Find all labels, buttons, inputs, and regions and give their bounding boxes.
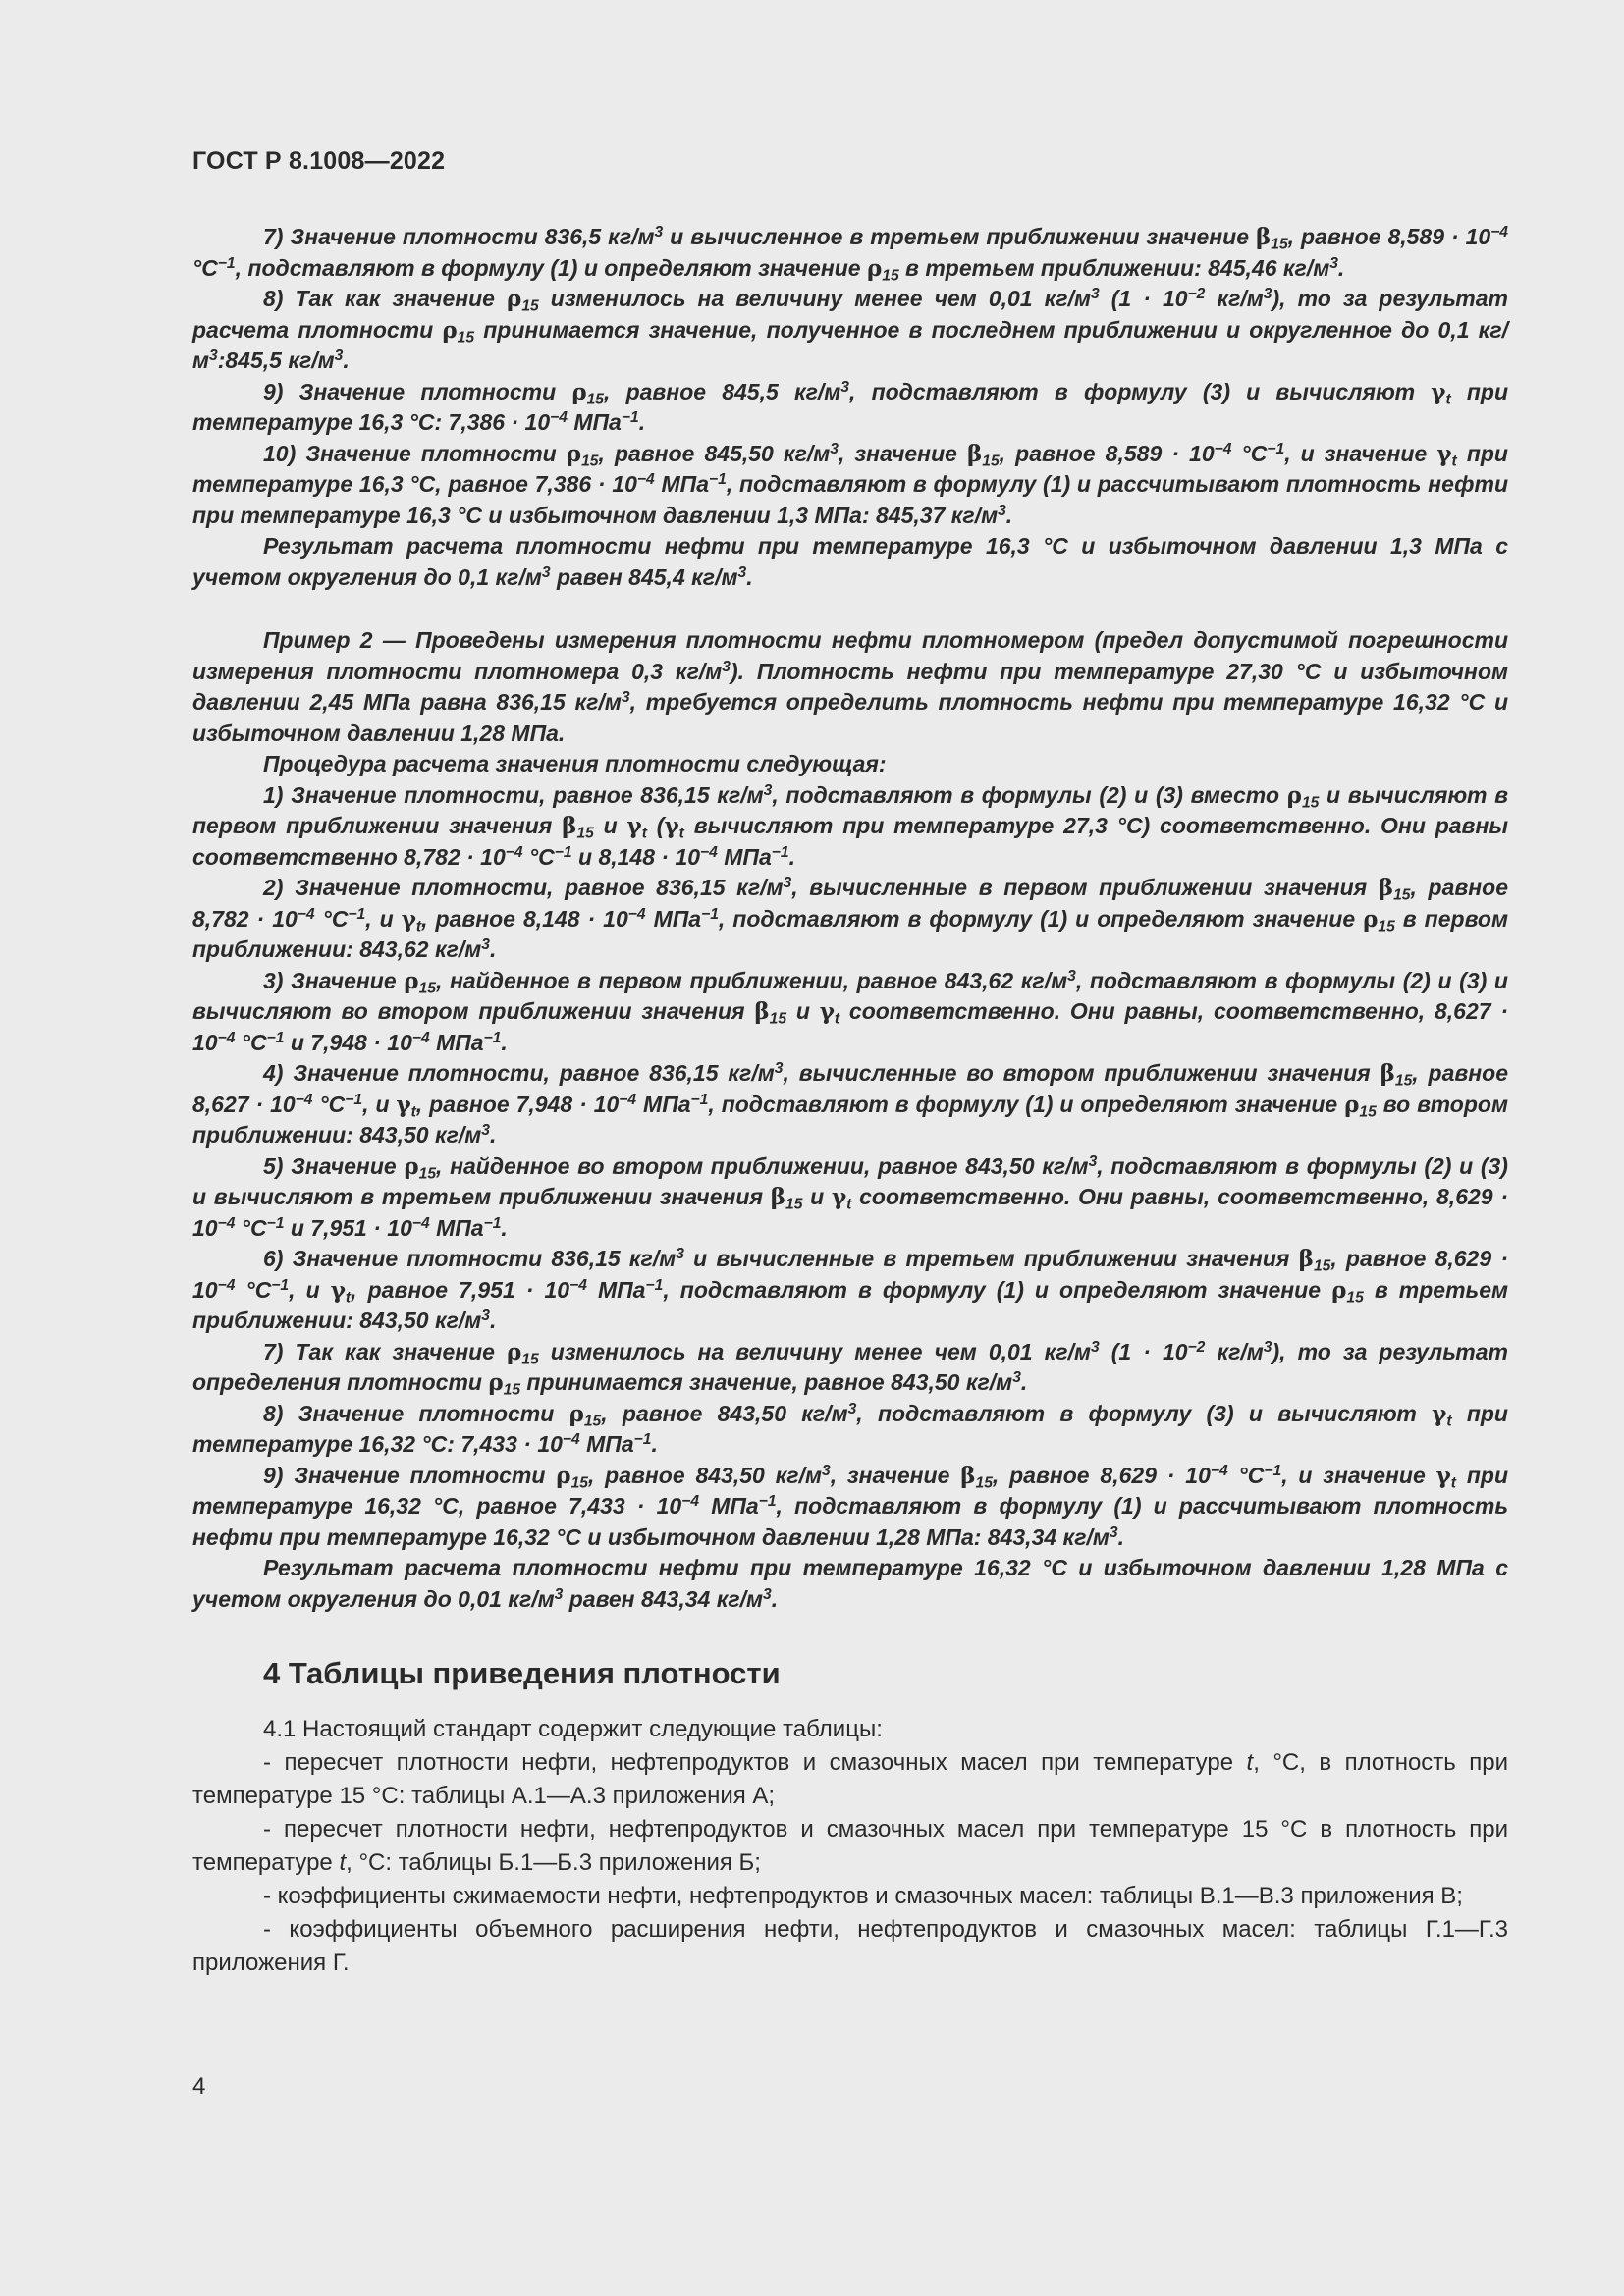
document-header: ГОСТ Р 8.1008—2022 [192,147,446,175]
example2-procedure-heading: Процедура расчета значения плотности следующая: [263,751,887,776]
example2-step-2: 2) Значение плотности, равное 836,15 $кг/м^3$, вычисленные в первом приближении значения $\beta_{15}$, равное $8,782 \cdot 10^{-4}$ $^\circ С^{-1}$, и $\gamma_t$, равное $8,148 \cdot 10^{-4}$ МПа$^{-1}$, подставляют в формулу (1) и определяют значение $\rho_{15}$ в первом приближении: 843,62 $кг/м^3$. [192,875,1508,962]
example1-step-8: 8) Так как значение $\rho_{15}$ изменилось на величину менее чем 0,01 $кг/м^3$ ($1 \cdot 10^{-2}$ $кг/м^3$), то за результат расчета плотности $\rho_{15}$ принимается значение, полученное в последнем приближении и округленное до 0,1 $кг/м^3:845,5$ $кг/м^3$. [192,286,1508,373]
page-body [192,222,1508,1980]
section-list-item: - коэффициенты объемного расширения нефти, нефтепродуктов и смазочных масел: таблицы Г.1—Г.3 приложения Г. [192,1916,1508,1976]
example2-step-6: 6) Значение плотности 836,15 $кг/м^3$ и вычисленные в третьем приближении значения $\beta_{15}$, равное $8,629 \cdot 10^{-4}$ $^\circ С^{-1}$, и $\gamma_t$, равное $7,951 \cdot 10^{-4}$ МПа$^{-1}$, подставляют в формулу (1) и определяют значение $\rho_{15}$ в третьем приближении: 843,50 $кг/м^3$. [192,1246,1509,1333]
example2-step-8: 8) Значение плотности $\rho_{15}$, равное 843,50 $кг/м^3$, подставляют в формулу (3) и вычисляют $\gamma_t$ при температуре 16,32 °С: $7,433 \cdot 10^{-4}$ МПа$^{-1}$. [192,1400,1508,1457]
page-number: 4 [192,2073,206,2100]
example2-step-1: 1) Значение плотности, равное 836,15 $кг/м^3$, подставляют в формулы (2) и (3) вместо $\rho_{15}$ и вычисляют в первом приближении значения $\beta_{15}$ и $\gamma_t$ ($\gamma_t$ вычисляют при температуре 27,3 °С) соответственно. Они равны соответственно $8,782 \cdot 10^{-4}$ $^\circ С^{-1}$ и $8,148 \cdot 10^{-4}$ МПа$^{-1}$. [192,781,1508,870]
section-list-item: - пересчет плотности нефти, нефтепродуктов и смазочных масел при температуре t, °С, в плотность при температуре 15 °С: таблицы А.1—А.3 приложения А; [192,1749,1508,1809]
section-paragraph-4-1: 4.1 Настоящий стандарт содержит следующие таблицы: [263,1716,883,1742]
section-list-item: - коэффициенты сжимаемости нефти, нефтепродуктов и смазочных масел: таблицы В.1—В.3 приложения В; [263,1883,1463,1909]
example2-step-3: 3) Значение $\rho_{15}$, найденное в первом приближении, равное 843,62 $кг/м^3$, подставляют в формулы (2) и (3) и вычисляют во втором приближении значения $\beta_{15}$ и $\gamma_t$ соответственно. Они равны, соответственно, $8,627 \cdot 10^{-4}$ $^\circ С^{-1}$ и $7,948 \cdot 10^{-4}$ МПа$^{-1}$. [192,967,1508,1055]
example2-result: Результат расчета плотности нефти при температуре 16,32 °С и избыточном давлении 1,28 МПа с учетом округления до 0,01 $кг/м^3$ равен 843,34 $кг/м^3$. [192,1555,1508,1612]
example1-result: Результат расчета плотности нефти при температуре 16,3 °С и избыточном давлении 1,3 МПа с учетом округления до 0,1 $кг/м^3$ равен 845,4 $кг/м^3$. [192,533,1508,590]
example1-step-10: 10) Значение плотности $\rho_{15}$, равное 845,50 $кг/м^3$, значение $\beta_{15}$, равное $8,589 \cdot 10^{-4}$ $^\circ С^{-1}$, и значение $\gamma_t$ при температуре 16,3 °С, равное $7,386 \cdot 10^{-4}$ МПа$^{-1}$, подставляют в формулу (1) и рассчитывают плотность нефти при температуре 16,3 °С и избыточном давлении 1,3 МПа: 845,37 $кг/м^3$. [192,440,1508,528]
example2-step-4: 4) Значение плотности, равное 836,15 $кг/м^3$, вычисленные во втором приближении значения $\beta_{15}$, равное $8,627 \cdot 10^{-4}$ $^\circ С^{-1}$, и $\gamma_t$, равное $7,948 \cdot 10^{-4}$ МПа$^{-1}$, подставляют в формулу (1) и определяют значение $\rho_{15}$ во втором приближении: 843,50 $кг/м^3$. [192,1060,1509,1148]
example2-step-5: 5) Значение $\rho_{15}$, найденное во втором приближении, равное 843,50 $кг/м^3$, подставляют в формулы (2) и (3) и вычисляют в третьем приближении значения $\beta_{15}$ и $\gamma_t$ соответственно. Они равны, соответственно, $8,629 \cdot 10^{-4}$ $^\circ С^{-1}$ и $7,951 \cdot 10^{-4}$ МПа$^{-1}$. [192,1152,1508,1241]
section-list-item: - пересчет плотности нефти, нефтепродуктов и смазочных масел при температуре 15 °С в плотность при температуре t, °С: таблицы Б.1—Б.3 приложения Б; [192,1816,1508,1876]
example2-intro: Пример 2 — Проведены измерения плотности нефти плотномером (предел допустимой погрешности измерения плотности плотномера 0,3 $кг/м^3$). Плотность нефти при температуре 27,30 °С и избыточном давлении 2,45 МПа равна 836,15 $кг/м^3$, требуется определить плотность нефти при температуре 16,32 °С и избыточном давлении 1,28 МПа. [192,627,1509,746]
example2-step-7: 7) Так как значение $\rho_{15}$ изменилось на величину менее чем 0,01 $кг/м^3$ ($1 \cdot 10^{-2}$ $кг/м^3$), то за результат определения плотности $\rho_{15}$ принимается значение, равное 843,50 $кг/м^3$. [192,1338,1508,1399]
example2-step-9: 9) Значение плотности $\rho_{15}$, равное 843,50 $кг/м^3$, значение $\beta_{15}$, равное $8,629 \cdot 10^{-4}$ $^\circ С^{-1}$, и значение $\gamma_t$ при температуре 16,32 °С, равное $7,433 \cdot 10^{-4}$ МПа$^{-1}$, подставляют в формулу (1) и рассчитывают плотность нефти при температуре 16,32 °С и избыточном давлении 1,28 МПа: 843,34 $кг/м^3$. [192,1462,1508,1550]
section-title: 4 Таблицы приведения плотности [263,1656,781,1690]
example1-step-7: 7) Значение плотности 836,5 $кг/м^3$ и вычисленное в третьем приближении значение $\beta_{15}$, равное $8,589 \cdot 10^{-4}$ $^\circ С^{-1}$, подставляют в формулу (1) и определяют значение $\rho_{15}$ в третьем приближении: 845,46 $кг/м^3$. [192,224,1509,285]
example1-step-9: 9) Значение плотности $\rho_{15}$, равное 845,5 $кг/м^3$, подставляют в формулу (3) и вычисляют $\gamma_t$ при температуре 16,3 °С: $7,386 \cdot 10^{-4}$ МПа$^{-1}$. [192,378,1509,435]
paragraph-gap [192,593,1508,625]
